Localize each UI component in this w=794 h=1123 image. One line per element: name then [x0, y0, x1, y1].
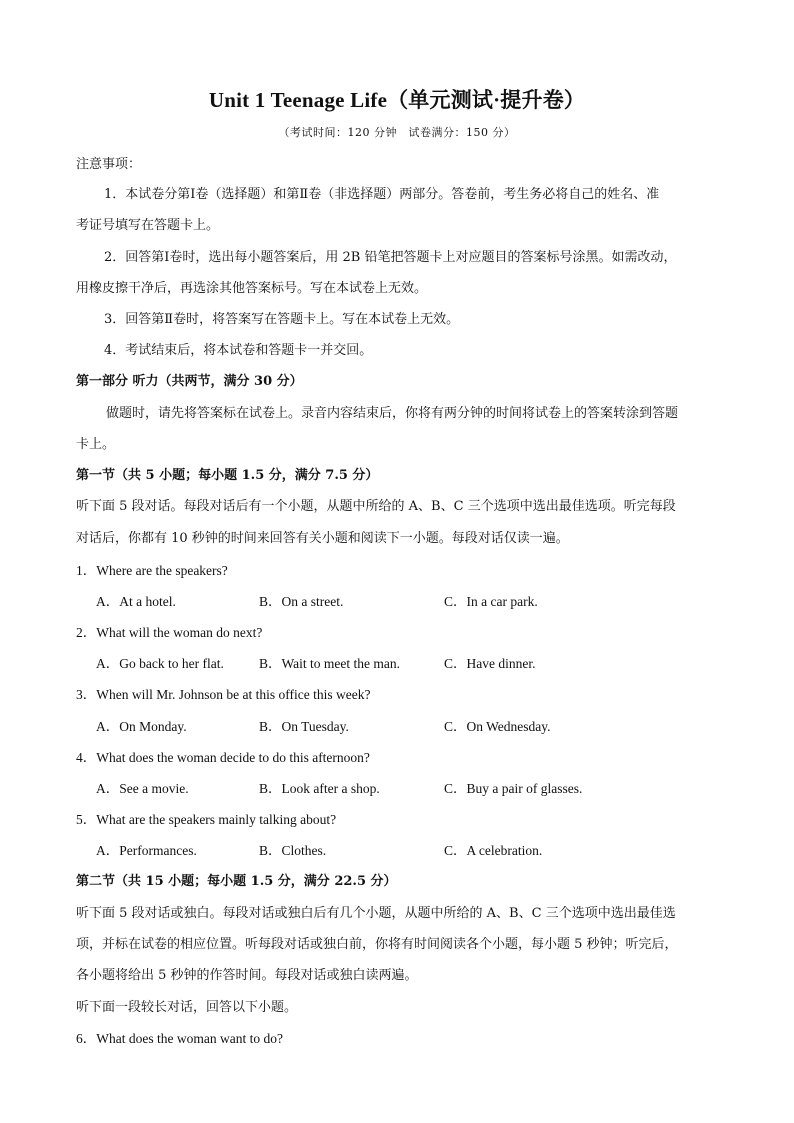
notice-item-4: 4．考试结束后，将本试卷和答题卡一并交回。: [104, 343, 373, 358]
section2-intro-line-3: 各小题将给出 5 秒钟的作答时间。每段对话或独白读两遍。: [76, 968, 418, 983]
section2-intro-line-1: 听下面 5 段对话或独白。每段对话或独白后有几个小题，从题中所给的 A、B、C 三个选项中选出最佳选: [76, 906, 676, 921]
notice-item-1-line-1: 1．本试卷分第Ⅰ卷（选择题）和第Ⅱ卷（非选择题）两部分。答卷前，考生务必将自己的姓名、准: [104, 187, 660, 202]
question-2: 2．What will the woman do next?: [76, 625, 263, 640]
question-4-option-c: C．Buy a pair of glasses.: [444, 781, 583, 796]
question-2-option-b: B．Wait to meet the man.: [259, 656, 401, 671]
question-5: 5．What are the speakers mainly talking about?: [76, 812, 337, 827]
page-title: Unit 1 Teenage Life（单元测试·提升卷）: [208, 88, 586, 112]
question-1-option-a: A．At a hotel.: [96, 594, 176, 609]
section2-intro-line-2: 项，并标在试卷的相应位置。听每段对话或独白前，你将有时间阅读各个小题，每小题 5 秒钟；听完后，: [76, 937, 678, 952]
notice-item-2-line-2: 用橡皮擦干净后，再选涂其他答案标号。写在本试卷上无效。: [76, 281, 428, 296]
notice-heading: 注意事项：: [76, 157, 142, 172]
section2-heading: 第二节（共 15 小题；每小题 1.5 分，满分 22.5 分）: [76, 874, 397, 889]
notice-item-2-line-1: 2．回答第Ⅰ卷时，选出每小题答案后，用 2B 铅笔把答题卡上对应题目的答案标号涂黑。如需改动，: [104, 250, 677, 265]
question-3-option-c: C．On Wednesday.: [444, 719, 551, 734]
notice-item-1-line-2: 考证号填写在答题卡上。: [76, 218, 220, 233]
question-3-option-b: B．On Tuesday.: [259, 719, 349, 734]
question-5-option-b: B．Clothes.: [259, 843, 327, 858]
question-1: 1．Where are the speakers?: [76, 563, 228, 578]
question-6: 6．What does the woman want to do?: [76, 1031, 283, 1046]
question-4: 4．What does the woman decide to do this afternoon?: [76, 750, 370, 765]
question-1-option-c: C．In a car park.: [444, 594, 538, 609]
part1-heading: 第一部分 听力（共两节，满分 30 分）: [76, 374, 303, 389]
question-2-option-c: C．Have dinner.: [444, 656, 536, 671]
section1-heading: 第一节（共 5 小题；每小题 1.5 分，满分 7.5 分）: [76, 468, 379, 483]
section1-intro-line-1: 听下面 5 段对话。每段对话后有一个小题，从题中所给的 A、B、C 三个选项中选出最佳选项。听完每段: [76, 499, 676, 514]
notice-item-3: 3．回答第Ⅱ卷时，将答案写在答题卡上。写在本试卷上无效。: [104, 312, 460, 327]
section2-instruction: 听下面一段较长对话，回答以下小题。: [76, 1000, 298, 1015]
part1-intro-line-1: 做题时，请先将答案标在试卷上。录音内容结束后，你将有两分钟的时间将试卷上的答案转涂到答题: [106, 406, 679, 421]
section1-intro-line-2: 对话后，你都有 10 秒钟的时间来回答有关小题和阅读下一小题。每段对话仅读一遍。: [76, 531, 569, 546]
part1-intro-line-2: 卡上。: [76, 437, 116, 452]
question-4-option-a: A．See a movie.: [96, 781, 189, 796]
question-3: 3．When will Mr. Johnson be at this office this week?: [76, 687, 371, 702]
question-1-option-b: B．On a street.: [259, 594, 344, 609]
question-2-option-a: A．Go back to her flat.: [96, 656, 224, 671]
exam-subtitle: （考试时间：120 分钟 试卷满分：150 分）: [278, 126, 516, 139]
question-3-option-a: A．On Monday.: [96, 719, 187, 734]
question-5-option-a: A．Performances.: [96, 843, 197, 858]
question-4-option-b: B．Look after a shop.: [259, 781, 380, 796]
question-5-option-c: C．A celebration.: [444, 843, 543, 858]
